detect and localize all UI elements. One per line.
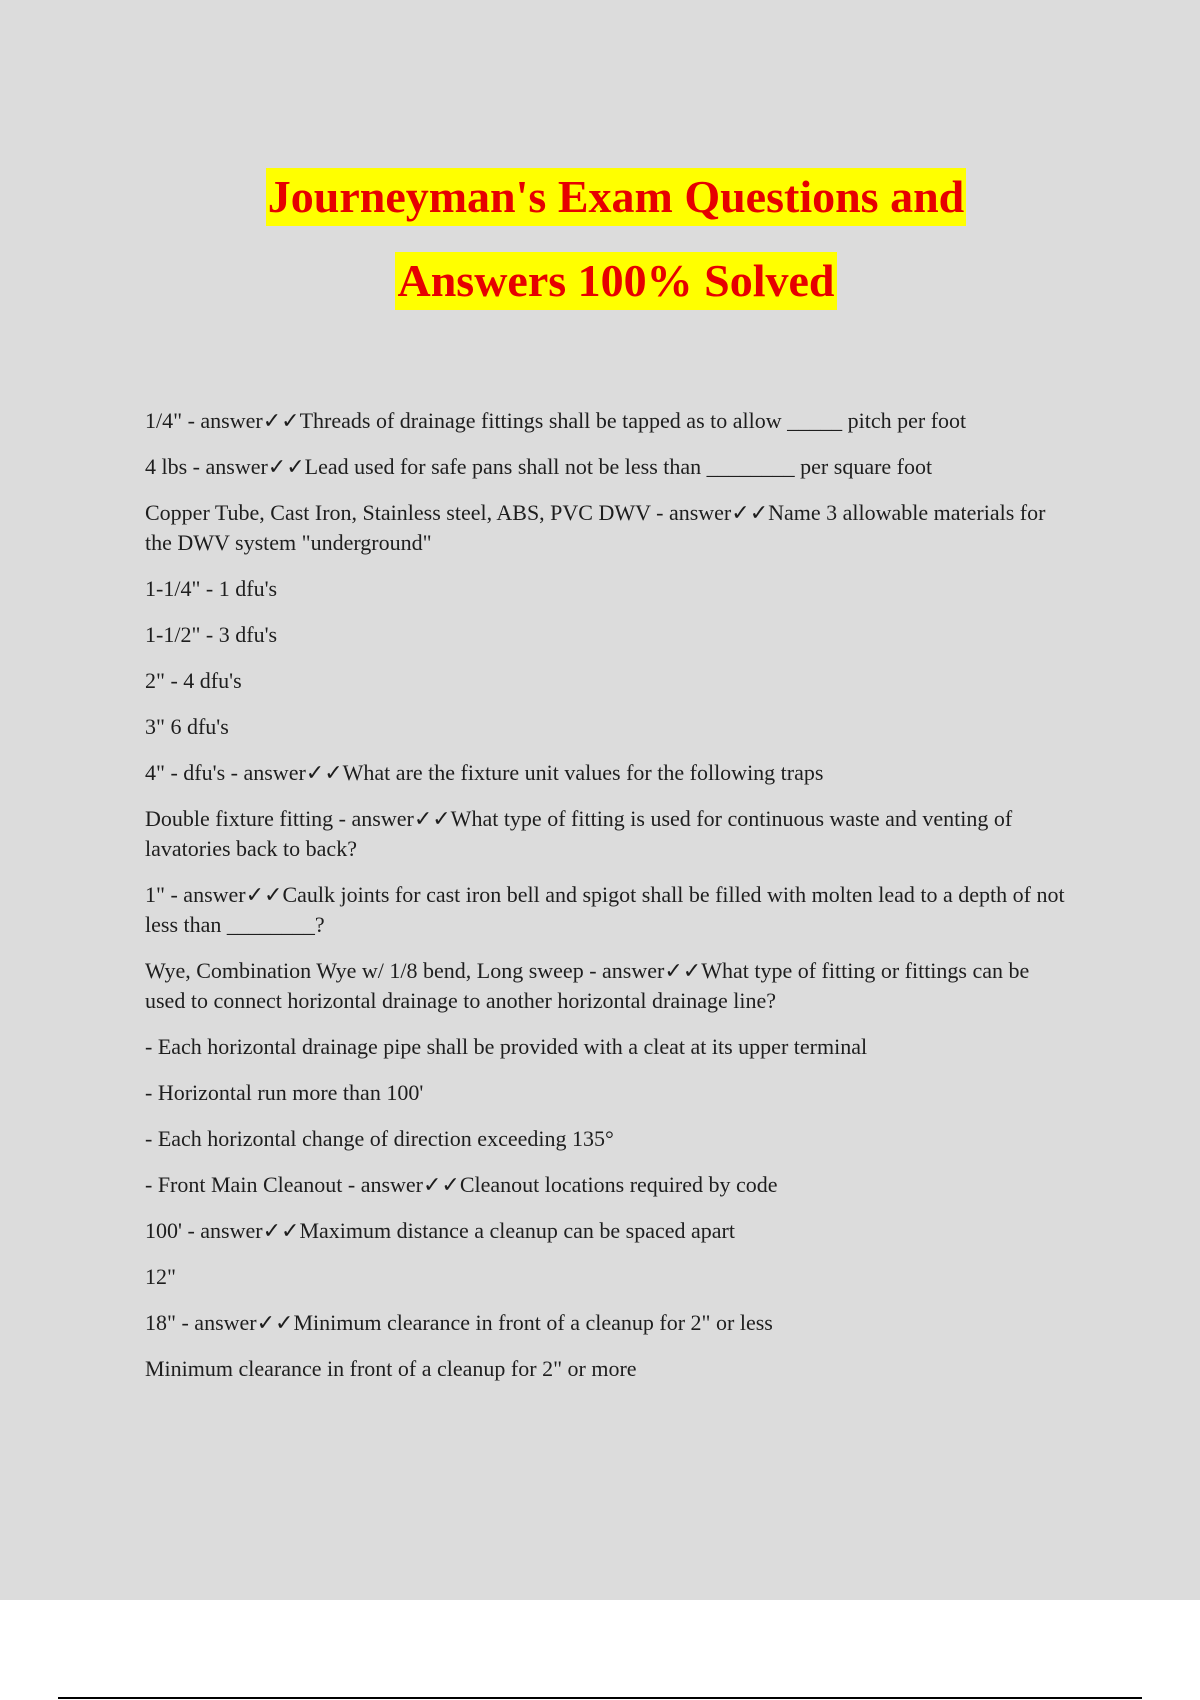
qa-line: 4" - dfu's - answer✓✓What are the fixture unit values for the following traps bbox=[145, 760, 824, 785]
qa-line: - Front Main Cleanout - answer✓✓Cleanout locations required by code bbox=[145, 1172, 778, 1197]
qa-line: 1-1/4" - 1 dfu's bbox=[145, 576, 278, 601]
qa-line: 1" - answer✓✓Caulk joints for cast iron bell and spigot shall be filled with molten lead to a depth of not less than ________? bbox=[145, 882, 1065, 937]
document-title bbox=[0, 168, 1200, 310]
qa-line: Double fixture fitting - answer✓✓What type of fitting is used for continuous waste and venting of lavatories back to back? bbox=[145, 806, 1013, 861]
title-line-1: Journeyman's Exam Questions and bbox=[266, 168, 967, 226]
qa-line: Minimum clearance in front of a cleanup for 2" or more bbox=[145, 1356, 637, 1381]
qa-line: 100' - answer✓✓Maximum distance a cleanup can be spaced apart bbox=[145, 1218, 735, 1243]
title-line-2: Answers 100% Solved bbox=[395, 252, 836, 310]
qa-line: Copper Tube, Cast Iron, Stainless steel, ABS, PVC DWV - answer✓✓Name 3 allowable materials for the DWV system "underground" bbox=[145, 500, 1046, 555]
qa-line: 1/4" - answer✓✓Threads of drainage fittings shall be tapped as to allow _____ pitch per foot bbox=[145, 408, 967, 433]
qa-line: 2" - 4 dfu's bbox=[145, 668, 242, 693]
qa-line: 18" - answer✓✓Minimum clearance in front of a cleanup for 2" or less bbox=[145, 1310, 773, 1335]
qa-line: - Each horizontal drainage pipe shall be provided with a cleat at its upper terminal bbox=[145, 1034, 868, 1059]
qa-list bbox=[145, 406, 1075, 1400]
qa-line: 12" bbox=[145, 1264, 176, 1289]
qa-line: Wye, Combination Wye w/ 1/8 bend, Long sweep - answer✓✓What type of fitting or fittings can be used to connect horizontal drainage to another horizontal drainage line? bbox=[145, 958, 1030, 1013]
qa-line: - Each horizontal change of direction exceeding 135° bbox=[145, 1126, 614, 1151]
qa-line: 4 lbs - answer✓✓Lead used for safe pans shall not be less than ________ per square foot bbox=[145, 454, 933, 479]
bottom-divider bbox=[58, 1697, 1142, 1699]
qa-line: - Horizontal run more than 100' bbox=[145, 1080, 424, 1105]
qa-line: 1-1/2" - 3 dfu's bbox=[145, 622, 278, 647]
qa-line: 3" 6 dfu's bbox=[145, 714, 229, 739]
